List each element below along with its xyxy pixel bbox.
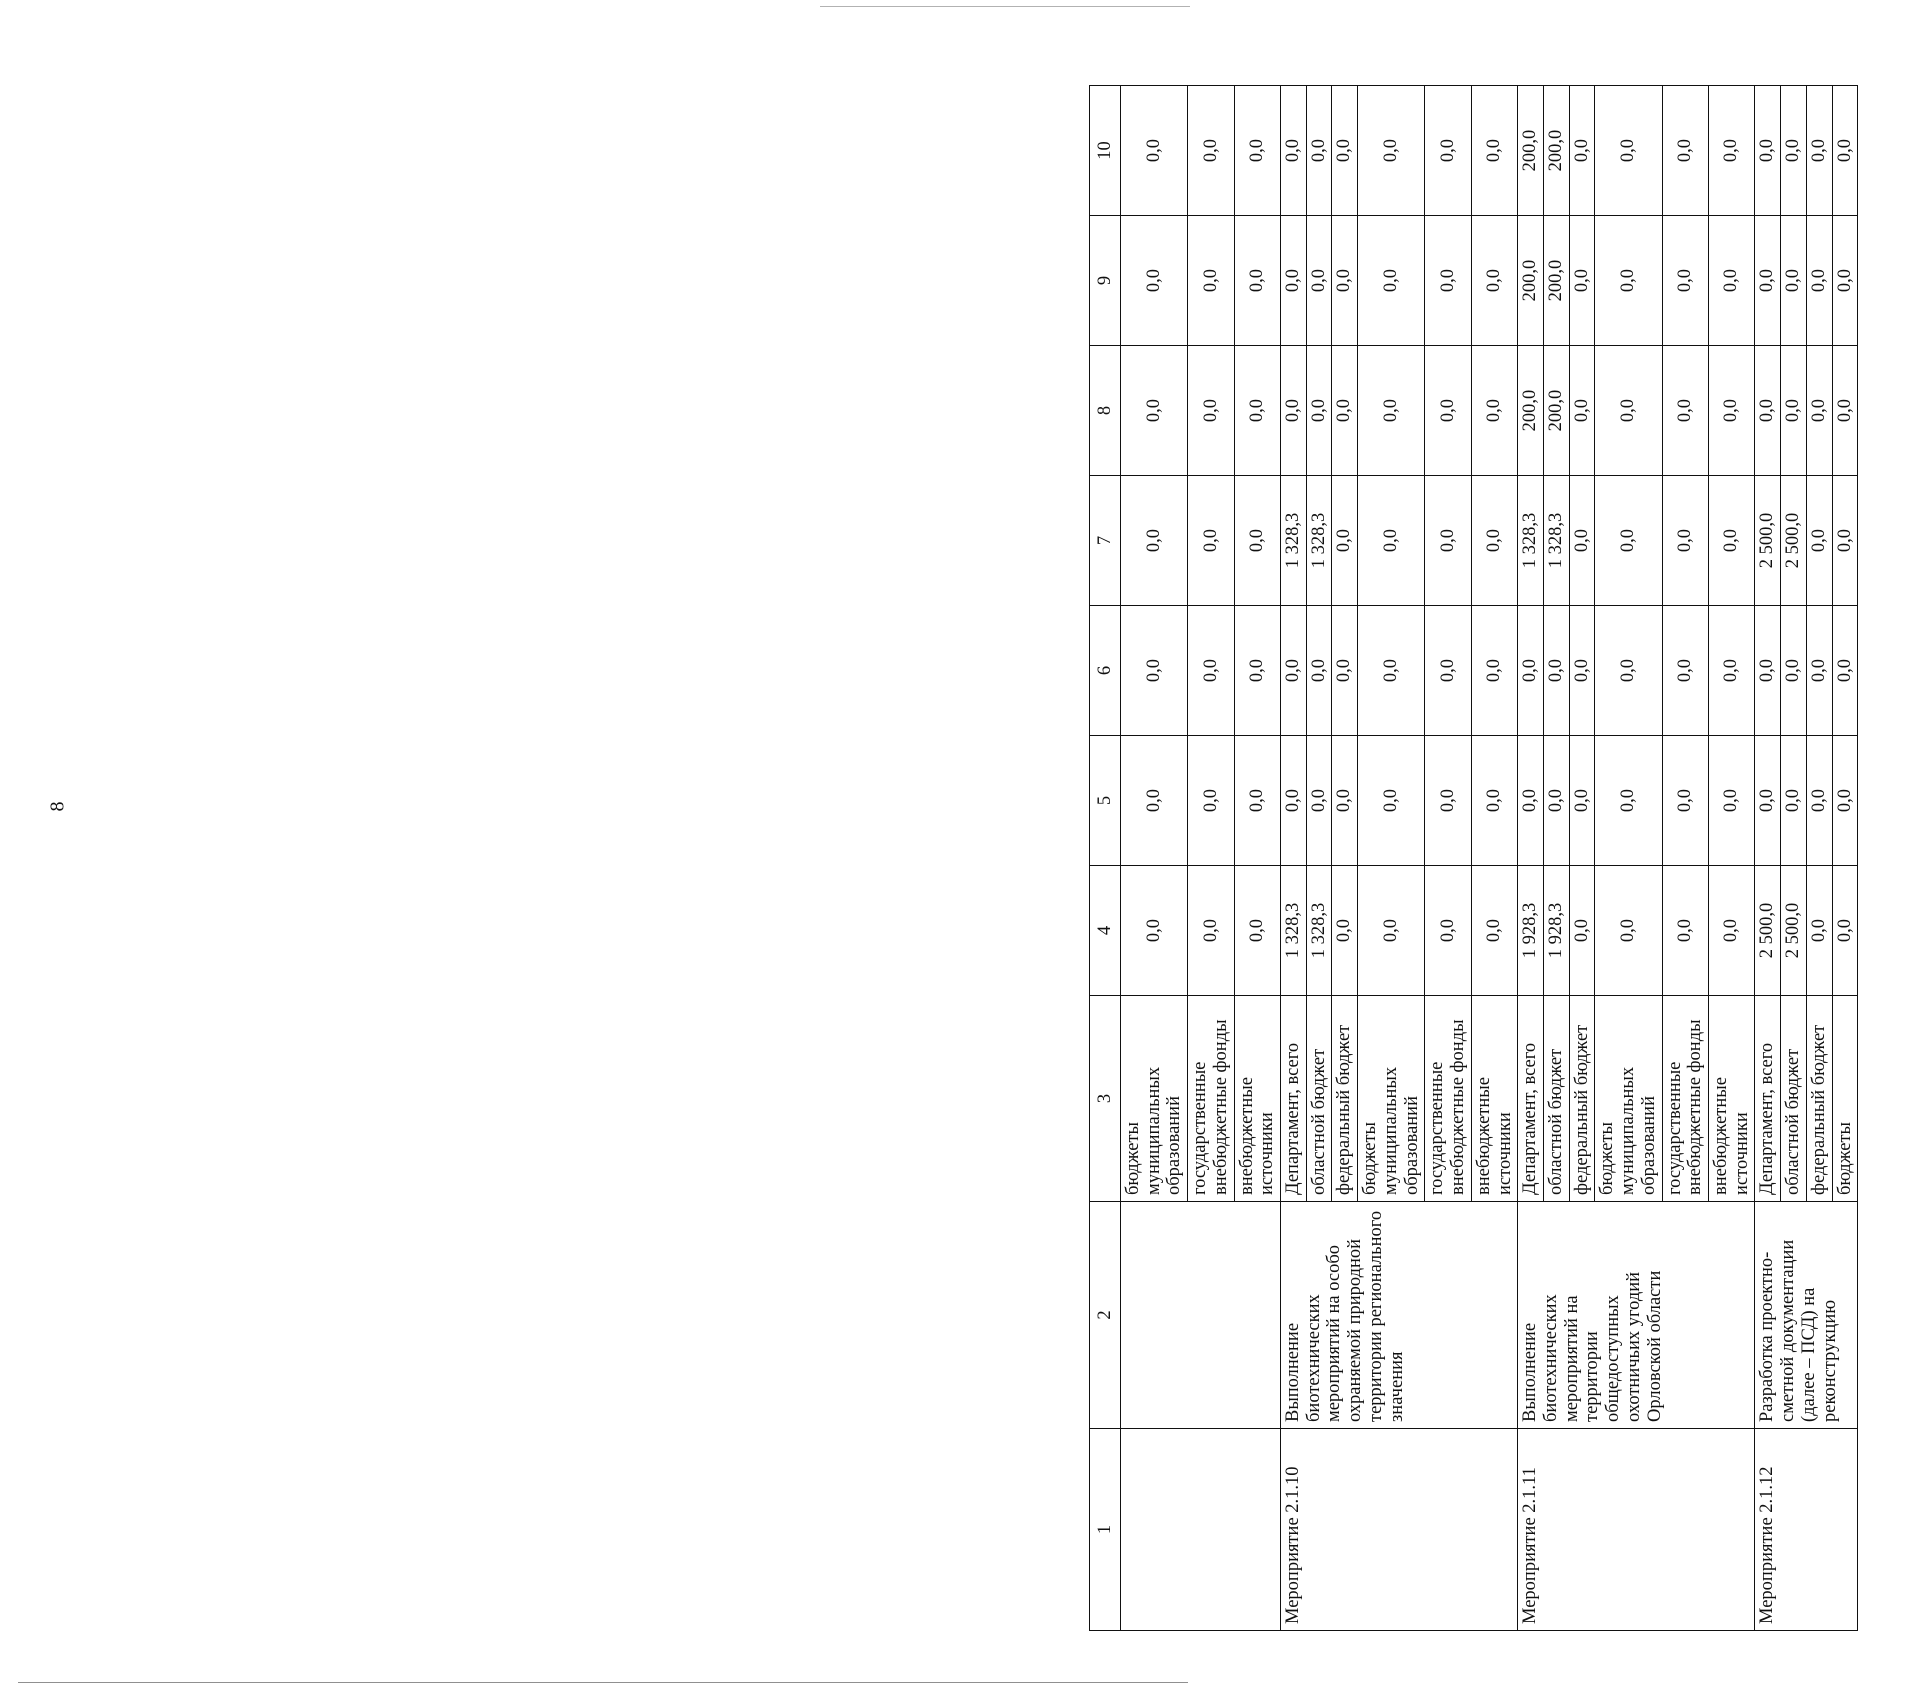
value-cell: 0,0 (1781, 346, 1807, 476)
value-cell: 200,0 (1518, 346, 1544, 476)
value-cell: 0,0 (1832, 606, 1858, 736)
value-cell: 0,0 (1569, 866, 1595, 996)
value-cell: 2 500,0 (1781, 866, 1807, 996)
value-cell: 0,0 (1188, 606, 1234, 736)
value-cell: 0,0 (1358, 606, 1425, 736)
value-cell: 0,0 (1832, 86, 1858, 216)
value-cell: 0,0 (1662, 736, 1708, 866)
value-cell: 200,0 (1543, 86, 1569, 216)
value-cell: 0,0 (1755, 606, 1781, 736)
value-cell: 0,0 (1234, 606, 1280, 736)
column-header: 2 (1090, 1202, 1121, 1429)
value-cell: 0,0 (1188, 346, 1234, 476)
value-cell: 0,0 (1358, 216, 1425, 346)
value-cell: 0,0 (1708, 606, 1754, 736)
table-row (1518, 86, 1544, 1631)
value-cell: 1 328,3 (1281, 476, 1307, 606)
value-cell: 0,0 (1188, 736, 1234, 866)
value-cell: 0,0 (1595, 86, 1662, 216)
funding-source-cell: государственные внебюджетные фонды (1662, 996, 1708, 1202)
value-cell: 0,0 (1234, 216, 1280, 346)
value-cell: 0,0 (1806, 216, 1832, 346)
value-cell: 0,0 (1306, 346, 1332, 476)
scan-edge-top (820, 6, 1190, 7)
table-row (1755, 86, 1781, 1631)
value-cell: 0,0 (1358, 86, 1425, 216)
column-header: 10 (1090, 86, 1121, 216)
value-cell: 0,0 (1425, 346, 1471, 476)
funding-source-cell: Департамент, всего (1755, 996, 1781, 1202)
funding-source-cell: бюджеты муниципальных образований (1595, 996, 1662, 1202)
value-cell: 0,0 (1332, 86, 1358, 216)
funding-source-cell: внебюджетные источники (1708, 996, 1754, 1202)
value-cell: 0,0 (1358, 476, 1425, 606)
value-cell: 0,0 (1281, 736, 1307, 866)
column-header-row (1090, 86, 1121, 1631)
value-cell: 0,0 (1595, 606, 1662, 736)
value-cell: 0,0 (1518, 606, 1544, 736)
value-cell: 0,0 (1708, 216, 1754, 346)
value-cell: 0,0 (1662, 346, 1708, 476)
column-header: 1 (1090, 1429, 1121, 1631)
value-cell: 0,0 (1755, 86, 1781, 216)
value-cell: 0,0 (1806, 346, 1832, 476)
measure-id-cell: Мероприятие 2.1.11 (1518, 1429, 1755, 1631)
column-header: 5 (1090, 736, 1121, 866)
value-cell: 0,0 (1832, 866, 1858, 996)
funding-source-cell: внебюджетные источники (1471, 996, 1517, 1202)
value-cell: 0,0 (1832, 736, 1858, 866)
value-cell: 0,0 (1569, 736, 1595, 866)
value-cell: 0,0 (1569, 86, 1595, 216)
value-cell: 0,0 (1306, 86, 1332, 216)
value-cell: 200,0 (1543, 346, 1569, 476)
table-row (1281, 86, 1307, 1631)
funding-source-cell: Департамент, всего (1518, 996, 1544, 1202)
value-cell: 0,0 (1569, 606, 1595, 736)
value-cell: 0,0 (1543, 736, 1569, 866)
value-cell: 0,0 (1708, 346, 1754, 476)
value-cell: 2 500,0 (1755, 866, 1781, 996)
value-cell: 0,0 (1188, 476, 1234, 606)
value-cell: 0,0 (1425, 216, 1471, 346)
measure-id-cell (1121, 1429, 1281, 1631)
value-cell: 0,0 (1569, 216, 1595, 346)
value-cell: 0,0 (1806, 86, 1832, 216)
funding-source-cell: федеральный бюджет (1806, 996, 1832, 1202)
column-header: 3 (1090, 996, 1121, 1202)
measure-title-cell (1121, 1202, 1281, 1429)
value-cell: 200,0 (1543, 216, 1569, 346)
value-cell: 2 500,0 (1755, 476, 1781, 606)
value-cell: 0,0 (1121, 606, 1188, 736)
value-cell: 0,0 (1569, 346, 1595, 476)
measure-id-cell: Мероприятие 2.1.12 (1755, 1429, 1858, 1631)
value-cell: 1 328,3 (1543, 476, 1569, 606)
value-cell: 0,0 (1188, 866, 1234, 996)
column-header: 4 (1090, 866, 1121, 996)
value-cell: 0,0 (1708, 86, 1754, 216)
value-cell: 0,0 (1332, 606, 1358, 736)
value-cell: 0,0 (1234, 866, 1280, 996)
value-cell: 0,0 (1471, 736, 1517, 866)
value-cell: 0,0 (1306, 606, 1332, 736)
value-cell: 0,0 (1832, 216, 1858, 346)
value-cell: 0,0 (1121, 476, 1188, 606)
value-cell: 0,0 (1806, 736, 1832, 866)
funding-source-cell: бюджеты (1832, 996, 1858, 1202)
value-cell: 1 328,3 (1306, 866, 1332, 996)
value-cell: 0,0 (1332, 866, 1358, 996)
funding-source-cell: федеральный бюджет (1332, 996, 1358, 1202)
value-cell: 0,0 (1188, 86, 1234, 216)
value-cell: 0,0 (1662, 86, 1708, 216)
value-cell: 0,0 (1332, 346, 1358, 476)
value-cell: 0,0 (1662, 606, 1708, 736)
value-cell: 0,0 (1425, 606, 1471, 736)
column-header: 9 (1090, 216, 1121, 346)
value-cell: 0,0 (1471, 216, 1517, 346)
value-cell: 0,0 (1358, 736, 1425, 866)
value-cell: 0,0 (1832, 346, 1858, 476)
value-cell: 1 928,3 (1518, 866, 1544, 996)
value-cell: 0,0 (1832, 476, 1858, 606)
column-header: 6 (1090, 606, 1121, 736)
funding-source-cell: Департамент, всего (1281, 996, 1307, 1202)
value-cell: 0,0 (1595, 736, 1662, 866)
value-cell: 1 328,3 (1306, 476, 1332, 606)
value-cell: 0,0 (1425, 476, 1471, 606)
value-cell: 0,0 (1306, 736, 1332, 866)
funding-source-cell: бюджеты муниципальных образований (1358, 996, 1425, 1202)
value-cell: 0,0 (1755, 346, 1781, 476)
value-cell: 0,0 (1781, 216, 1807, 346)
value-cell: 0,0 (1543, 606, 1569, 736)
value-cell: 0,0 (1569, 476, 1595, 606)
value-cell: 0,0 (1471, 866, 1517, 996)
value-cell: 0,0 (1471, 476, 1517, 606)
value-cell: 0,0 (1518, 736, 1544, 866)
value-cell: 0,0 (1425, 86, 1471, 216)
column-header: 8 (1090, 346, 1121, 476)
value-cell: 0,0 (1121, 736, 1188, 866)
value-cell: 0,0 (1234, 476, 1280, 606)
value-cell: 0,0 (1708, 476, 1754, 606)
funding-source-cell: областной бюджет (1306, 996, 1332, 1202)
value-cell: 0,0 (1425, 866, 1471, 996)
measure-id-cell: Мероприятие 2.1.10 (1281, 1429, 1518, 1631)
value-cell: 0,0 (1662, 476, 1708, 606)
value-cell: 200,0 (1518, 86, 1544, 216)
value-cell: 0,0 (1708, 736, 1754, 866)
value-cell: 0,0 (1358, 866, 1425, 996)
value-cell: 0,0 (1806, 866, 1832, 996)
table-row (1121, 86, 1188, 1631)
value-cell: 0,0 (1121, 216, 1188, 346)
value-cell: 200,0 (1518, 216, 1544, 346)
funding-source-cell: государственные внебюджетные фонды (1188, 996, 1234, 1202)
value-cell: 0,0 (1234, 86, 1280, 216)
value-cell: 0,0 (1306, 216, 1332, 346)
funding-source-cell: федеральный бюджет (1569, 996, 1595, 1202)
funding-source-cell: государственные внебюджетные фонды (1425, 996, 1471, 1202)
value-cell: 2 500,0 (1781, 476, 1807, 606)
value-cell: 0,0 (1662, 866, 1708, 996)
value-cell: 0,0 (1781, 86, 1807, 216)
value-cell: 0,0 (1425, 736, 1471, 866)
value-cell: 0,0 (1332, 216, 1358, 346)
value-cell: 0,0 (1121, 86, 1188, 216)
value-cell: 0,0 (1281, 86, 1307, 216)
value-cell: 0,0 (1234, 736, 1280, 866)
value-cell: 1 928,3 (1543, 866, 1569, 996)
value-cell: 0,0 (1595, 866, 1662, 996)
value-cell: 0,0 (1806, 606, 1832, 736)
value-cell: 0,0 (1781, 736, 1807, 866)
value-cell: 1 328,3 (1281, 866, 1307, 996)
rotated-page-content (1089, 86, 1919, 1631)
value-cell: 0,0 (1755, 736, 1781, 866)
measure-title-cell: Выполнение биотехнических мероприятий на особо охраняемой природной территории регионального значения (1281, 1202, 1518, 1429)
value-cell: 0,0 (1281, 346, 1307, 476)
funding-source-cell: бюджеты муниципальных образований (1121, 996, 1188, 1202)
funding-source-cell: областной бюджет (1781, 996, 1807, 1202)
value-cell: 0,0 (1595, 476, 1662, 606)
value-cell: 0,0 (1281, 606, 1307, 736)
value-cell: 0,0 (1234, 346, 1280, 476)
budget-table (1089, 85, 1858, 1631)
column-header: 7 (1090, 476, 1121, 606)
value-cell: 0,0 (1121, 866, 1188, 996)
value-cell: 0,0 (1121, 346, 1188, 476)
value-cell: 0,0 (1188, 216, 1234, 346)
value-cell: 0,0 (1332, 736, 1358, 866)
value-cell: 0,0 (1332, 476, 1358, 606)
page-number: 8 (46, 801, 69, 812)
funding-source-cell: внебюджетные источники (1234, 996, 1280, 1202)
scan-edge-bottom (18, 1682, 1188, 1683)
value-cell: 0,0 (1595, 346, 1662, 476)
table-body (1090, 86, 1858, 1631)
value-cell: 0,0 (1755, 216, 1781, 346)
value-cell: 0,0 (1471, 346, 1517, 476)
value-cell: 0,0 (1708, 866, 1754, 996)
measure-title-cell: Разработка проектно-сметной документации (далее – ПСД) на реконструкцию (1755, 1202, 1858, 1429)
value-cell: 0,0 (1281, 216, 1307, 346)
value-cell: 0,0 (1662, 216, 1708, 346)
value-cell: 0,0 (1781, 606, 1807, 736)
value-cell: 1 328,3 (1518, 476, 1544, 606)
value-cell: 0,0 (1471, 86, 1517, 216)
funding-source-cell: областной бюджет (1543, 996, 1569, 1202)
value-cell: 0,0 (1471, 606, 1517, 736)
measure-title-cell: Выполнение биотехнических мероприятий на территории общедоступных охотничьих угодий Орловской области (1518, 1202, 1755, 1429)
value-cell: 0,0 (1806, 476, 1832, 606)
value-cell: 0,0 (1595, 216, 1662, 346)
value-cell: 0,0 (1358, 346, 1425, 476)
